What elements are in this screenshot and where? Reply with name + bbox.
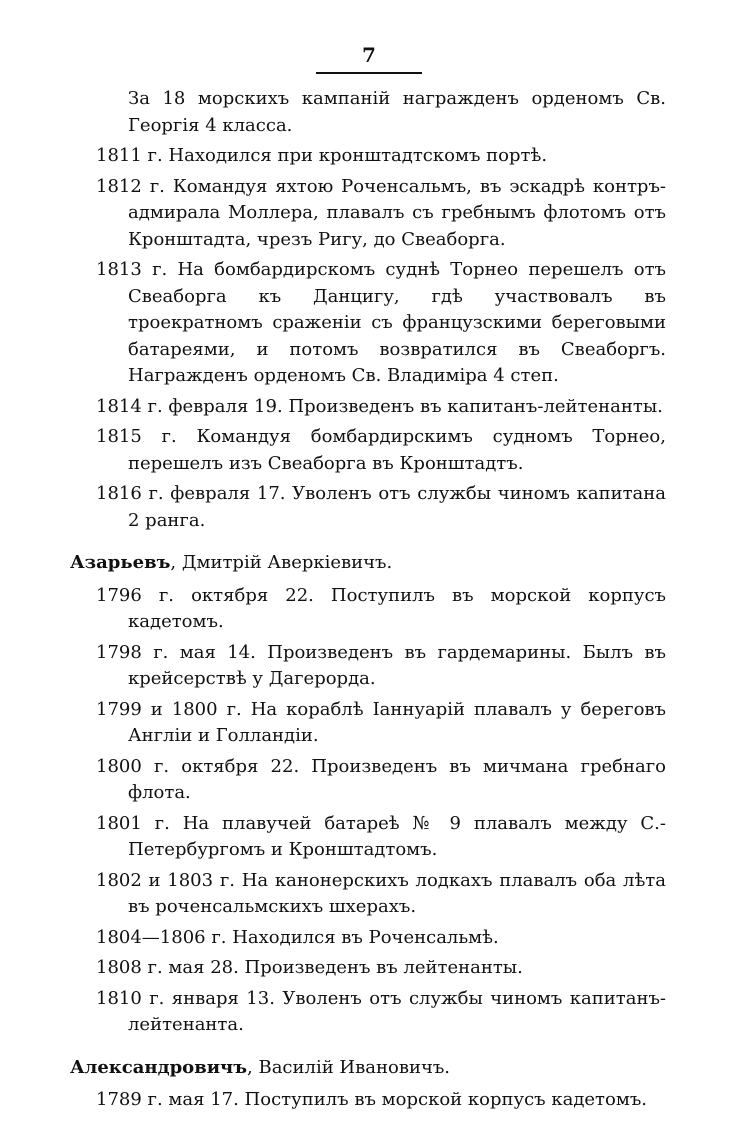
service-entry: 1801 г. На плавучей батареѣ № 9 плавалъ между С.-Петербургомъ и Кронштадтомъ. [96, 812, 666, 860]
service-entry: За 18 морскихъ кампаній награжденъ орденомъ Св. Георгія 4 класса. [128, 88, 666, 136]
person-heading [70, 1055, 666, 1082]
service-entry: 1813 г. На бомбардирскомъ суднѣ Торнео перешелъ отъ Свеаборга къ Данцигу, гдѣ участвовалъ въ троекратномъ сраженіи съ французскими береговыми батареями, и потомъ возвратился въ Свеаборгъ. Награжденъ орденомъ Св. Владиміра 4 степ. [96, 259, 666, 386]
service-entry: 1796 г. октября 22. Поступилъ въ морской корпусъ кадетомъ. [96, 584, 666, 632]
person-given-names: , Василій Ивановичъ. [247, 1056, 451, 1078]
service-entry: 1789 г. мая 17. Поступилъ въ морской корпусъ кадетомъ. [96, 1089, 648, 1110]
page-number-rule [316, 72, 422, 74]
page-text-body [70, 86, 666, 1118]
service-entry: 1804—1806 г. Находился въ Роченсальмѣ. [96, 926, 499, 948]
service-entry: 1815 г. Командуя бомбардирскимъ судномъ Торнео, перешелъ изъ Свеаборга въ Кронштадтъ. [96, 426, 666, 474]
service-entry: 1810 г. января 13. Уволенъ отъ службы чиномъ капитанъ-лейтенанта. [96, 987, 666, 1035]
service-entry: 1802 и 1803 г. На канонерскихъ лодкахъ плавалъ оба лѣта въ роченсальмскихъ шхерахъ. [96, 869, 666, 917]
service-entry: 1808 г. мая 28. Произведенъ въ лейтенанты. [96, 957, 523, 978]
person-surname: Азарьевъ [70, 552, 171, 573]
service-entry: 1814 г. февраля 19. Произведенъ въ капитанъ-лейтенанты. [96, 395, 663, 417]
service-entry: 1812 г. Командуя яхтою Роченсальмъ, въ эскадрѣ контръ-адмирала Моллера, плавалъ съ гребнымъ флотомъ отъ Кронштадта, чрезъ Ригу, до Свеаборга. [96, 175, 666, 250]
page-number: 7 [362, 43, 376, 67]
service-entry: 1800 г. октября 22. Произведенъ въ мичмана гребнаго флота. [96, 755, 666, 803]
person-surname: Александровичъ [70, 1056, 248, 1078]
service-entry: 1811 г. Находился при кронштадтскомъ портѣ. [96, 145, 548, 166]
service-entry: 1798 г. мая 14. Произведенъ въ гардемарины. Былъ въ крейсерствѣ у Дагерорда. [96, 641, 666, 689]
person-heading [70, 550, 666, 577]
service-entry: 1799 и 1800 г. На кораблѣ Іаннуарій плавалъ у береговъ Англіи и Голландіи. [96, 698, 666, 746]
service-entry: 1816 г. февраля 17. Уволенъ отъ службы чиномъ капитана 2 ранга. [96, 483, 666, 531]
person-given-names: , Дмитрій Аверкіевичъ. [170, 552, 393, 573]
